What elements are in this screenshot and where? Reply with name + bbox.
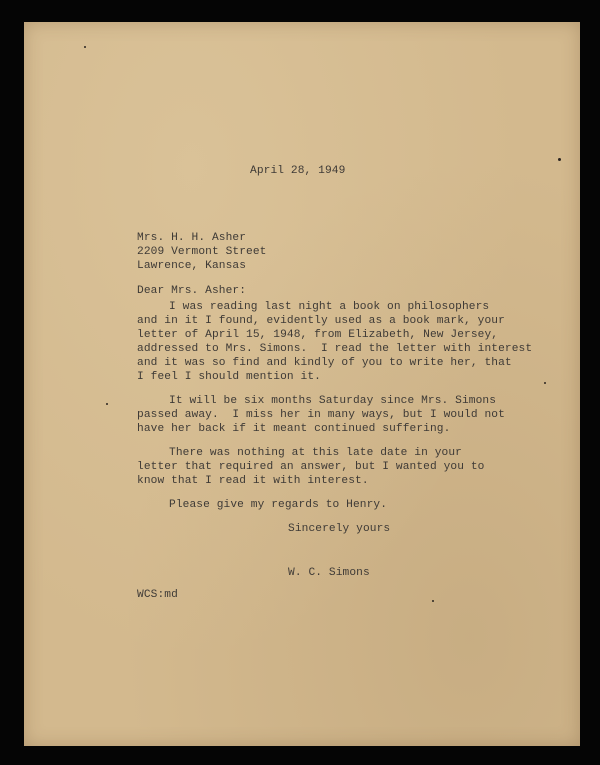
recipient-name: Mrs. H. H. Asher: [137, 232, 247, 244]
signature-name: W. C. Simons: [288, 567, 370, 579]
letter-page: [24, 22, 580, 746]
paragraph-line: know that I read it with interest.: [137, 475, 369, 487]
paper-speck: [544, 382, 546, 384]
paragraph-line: I was reading last night a book on philosophers: [169, 301, 490, 313]
recipient-street: 2209 Vermont Street: [137, 246, 267, 258]
paragraph-line: and in it I found, evidently used as a book mark, your: [137, 315, 505, 327]
paper-speck: [106, 403, 108, 405]
closing: Sincerely yours: [288, 523, 391, 535]
paragraph-line: There was nothing at this late date in your: [169, 447, 462, 459]
letter-date: April 28, 1949: [250, 165, 346, 177]
paragraph-line: It will be six months Saturday since Mrs. Simons: [169, 395, 497, 407]
paragraph-line: have her back if it meant continued suffering.: [137, 423, 451, 435]
paragraph-line: letter that required an answer, but I wanted you to: [137, 461, 485, 473]
paper-speck: [558, 158, 561, 161]
paragraph-line: letter of April 15, 1948, from Elizabeth, New Jersey,: [137, 329, 499, 341]
salutation: Dear Mrs. Asher:: [137, 285, 247, 297]
paper-speck: [432, 600, 434, 602]
paragraph-line: I feel I should mention it.: [137, 371, 321, 383]
recipient-city: Lawrence, Kansas: [137, 260, 247, 272]
paragraph-line: addressed to Mrs. Simons. I read the letter with interest: [137, 343, 533, 355]
paper-speck: [84, 46, 86, 48]
reference-initials: WCS:md: [137, 589, 178, 601]
paragraph-line: passed away. I miss her in many ways, but I would not: [137, 409, 505, 421]
paragraph-line: and it was so find and kindly of you to write her, that: [137, 357, 512, 369]
paragraph-4: Please give my regards to Henry.: [169, 499, 388, 511]
